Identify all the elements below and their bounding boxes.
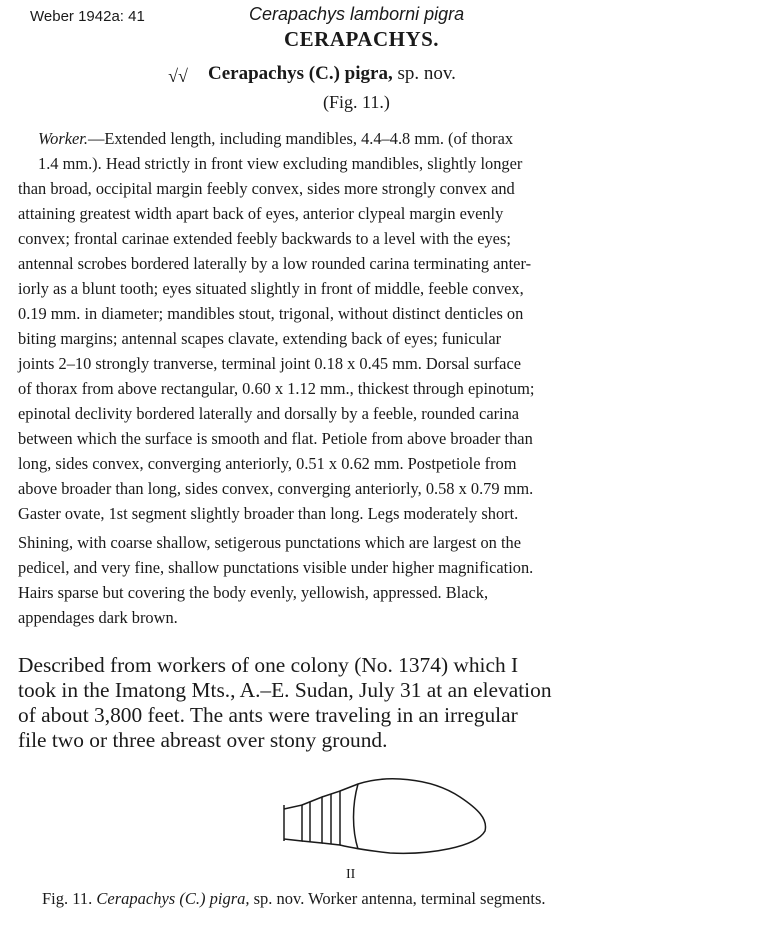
species-status: sp. nov. bbox=[397, 63, 456, 84]
figure-label: II bbox=[346, 867, 356, 882]
description-line: than broad, occipital margin feebly convex, sides more strongly convex and bbox=[18, 179, 515, 198]
description-line: joints 2–10 strongly tranverse, terminal joint 0.18 x 0.45 mm. Dorsal surface bbox=[18, 354, 522, 373]
description-line: of thorax from above rectangular, 0.60 x 1.12 mm., thickest through epinotum; bbox=[18, 379, 535, 398]
antenna-figure bbox=[280, 775, 500, 885]
description-line: epinotal declivity bordered laterally and dorsally by a feeble, rounded carina bbox=[18, 404, 520, 423]
species-heading bbox=[208, 63, 456, 85]
locality-line: file two or three abreast over stony ground. bbox=[18, 728, 388, 752]
antenna-terminal-joint bbox=[340, 779, 486, 853]
description-line: iorly as a blunt tooth; eyes situated slightly in front of middle, feeble convex, bbox=[18, 279, 524, 298]
handwritten-checkmarks: √√ bbox=[168, 66, 188, 86]
description-line: Hairs sparse but covering the body evenly, yellowish, appressed. Black, bbox=[18, 583, 489, 602]
description-line: attaining greatest width apart back of eyes, anterior clypeal margin evenly bbox=[18, 204, 504, 223]
description-line: Worker.—Extended length, including mandibles, 4.4–4.8 mm. (of thorax bbox=[38, 129, 514, 148]
description-line: Shining, with coarse shallow, setigerous punctations which are largest on the bbox=[18, 533, 521, 552]
description-line: appendages dark brown. bbox=[18, 608, 178, 627]
figure-caption: Fig. 11. Cerapachys (C.) pigra, sp. nov. Worker antenna, terminal segments. bbox=[42, 889, 546, 908]
genus-heading: CERAPACHYS. bbox=[284, 27, 440, 51]
locality-line: of about 3,800 feet. The ants were traveling in an irregular bbox=[18, 703, 518, 727]
antenna-joint-1 bbox=[284, 805, 302, 841]
figure-reference: (Fig. 11.) bbox=[323, 92, 390, 112]
citation: Weber 1942a: 41 bbox=[30, 8, 145, 25]
description-line: 1.4 mm.). Head strictly in front view excluding mandibles, slightly longer bbox=[38, 154, 523, 173]
description-line: Gaster ovate, 1st segment slightly broader than long. Legs moderately short. bbox=[18, 504, 519, 523]
description-line: 0.19 mm. in diameter; mandibles stout, trigonal, without distinct denticles on bbox=[18, 304, 524, 323]
locality-line: took in the Imatong Mts., A.–E. Sudan, July 31 at an elevation bbox=[18, 678, 552, 702]
description-line: antennal scrobes bordered laterally by a low rounded carina terminating anter- bbox=[18, 254, 532, 273]
species-name: Cerapachys (C.) pigra, bbox=[208, 63, 393, 84]
caste-label: Worker. bbox=[38, 129, 88, 148]
description-line: convex; frontal carinae extended feebly backwards to a level with the eyes; bbox=[18, 229, 511, 248]
description-line: long, sides convex, converging anteriorly, 0.51 x 0.62 mm. Postpetiole from bbox=[18, 454, 517, 473]
description-line: above broader than long, sides convex, converging anteriorly, 0.58 x 0.79 mm. bbox=[18, 479, 534, 498]
taxon-name: Cerapachys lamborni pigra bbox=[249, 4, 465, 24]
description-line: pedicel, and very fine, shallow punctations visible under higher magnification. bbox=[18, 558, 534, 577]
description-line: between which the surface is smooth and flat. Petiole from above broader than bbox=[18, 429, 533, 448]
antenna-joint-2 bbox=[302, 797, 322, 843]
description-line: biting margins; antennal scapes clavate, extending back of eyes; funicular bbox=[18, 329, 502, 348]
locality-line: Described from workers of one colony (No. 1374) which I bbox=[18, 653, 519, 677]
